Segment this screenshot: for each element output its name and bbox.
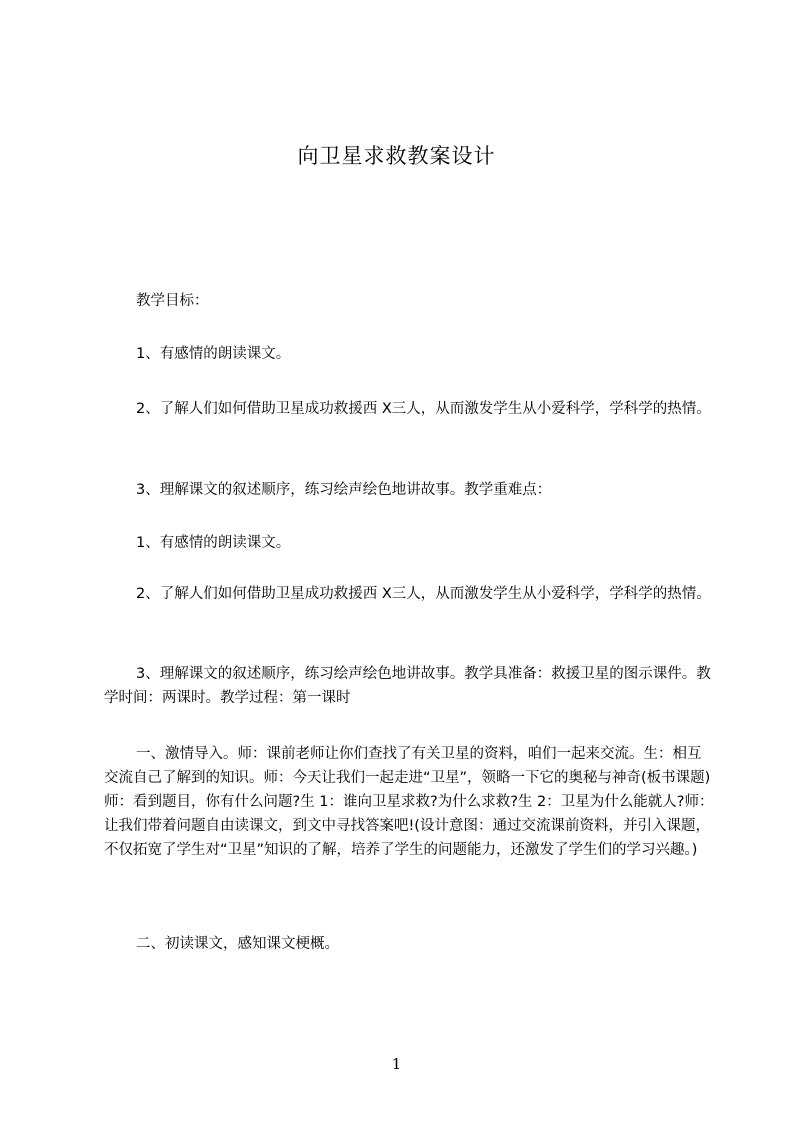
paragraph-key-point-2: 2、了解人们如何借助卫星成功救援西 X三人，从而激发学生从小爱科学，学科学的热情。 (136, 586, 711, 602)
paragraph-objective-1: 1、有感情的朗读课文。 (136, 346, 291, 362)
paragraph-key-point-3: 3、理解课文的叙述顺序，练习绘声绘色地讲故事。教学具准备：救援卫星的图示课件。教学时间：两课时。教学过程：第一课时 (104, 666, 711, 706)
paragraph-key-point-1: 1、有感情的朗读课文。 (136, 535, 291, 551)
paragraph-section-2: 二、初读课文，感知课文梗概。 (136, 936, 339, 952)
paragraph-section-1: 一、激情导入。师：课前老师让你们查找了有关卫星的资料，咱们一起来交流。生：相互交流自己了解到的知识。师：今天让我们一起走进“卫星”，领略一下它的奥秘与神奇(板书课题)师：看到题目，你有什么问题?生 1：谁向卫星求救?为什么求救?生 2：卫星为什么能就人?师：让我们带着问题自由读课文，到文中寻找答案吧!(设计意图：通过交流课前资料，并引入课题，不仅拓宽了学生对“卫星”知识的了解，培养了学生的问题能力，还激发了学生们的学习兴趣。) (104, 746, 714, 858)
page-title: 向卫星求救教案设计 (297, 144, 496, 168)
paragraph-objective-2: 2、了解人们如何借助卫星成功救援西 X三人，从而激发学生从小爱科学，学科学的热情。 (136, 401, 711, 417)
paragraph-objectives-heading: 教学目标： (136, 293, 209, 309)
page-number: 1 (391, 1055, 402, 1073)
paragraph-objective-3: 3、理解课文的叙述顺序，练习绘声绘色地讲故事。教学重难点： (136, 482, 552, 498)
